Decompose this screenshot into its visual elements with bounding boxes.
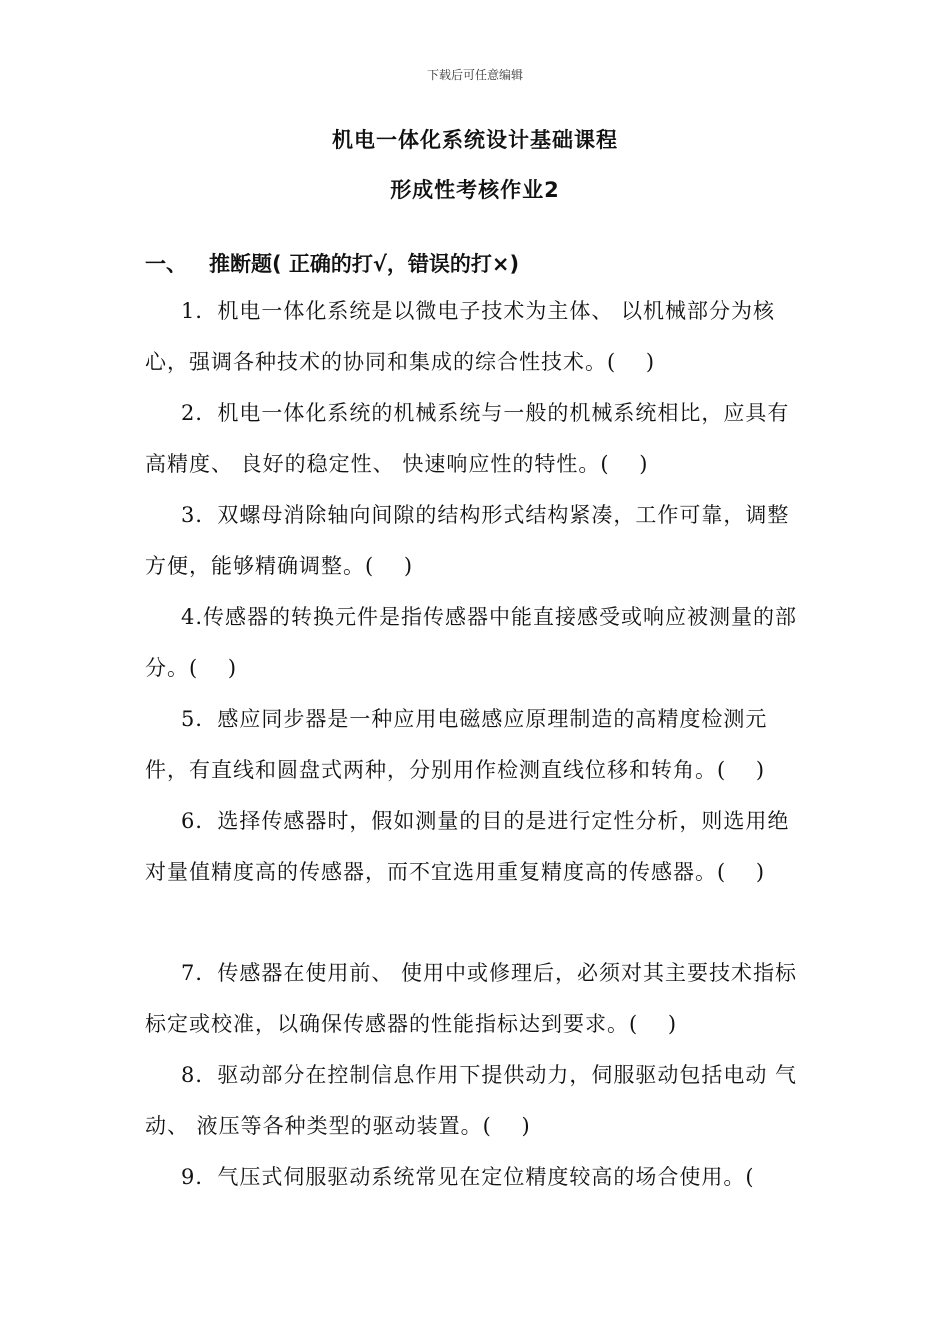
section-number: 一、 [145, 252, 187, 276]
question-2: 2．机电一体化系统的机械系统与一般的机械系统相比，应具有高精度、 良好的稳定性、 快速响应性的特性。( ) [145, 401, 790, 476]
document-title: 机电一体化系统设计基础课程 [332, 128, 618, 152]
header-note: 下载后可任意编辑 [426, 68, 523, 82]
document-subtitle: 形成性考核作业2 [390, 178, 560, 202]
question-8: 8．驱动部分在控制信息作用下提供动力，伺服驱动包括电动 气动、 液压等各种类型的驱动装置。( ) [145, 1063, 798, 1138]
section-heading [145, 248, 519, 278]
question-4: 4.传感器的转换元件是指传感器中能直接感受或响应被测量的部分。( ) [145, 605, 798, 680]
question-1: 1．机电一体化系统是以微电子技术为主体、 以机械部分为核心，强调各种技术的协同和集成的综合性技术。( ) [145, 299, 776, 374]
question-6: 6．选择传感器时，假如测量的目的是进行定性分析，则选用绝对量值精度高的传感器，而不宜选用重复精度高的传感器。( ) [145, 809, 790, 884]
question-9: 9．气压式伺服驱动系统常见在定位精度较高的场合使用。( [181, 1165, 755, 1189]
question-3: 3．双螺母消除轴向间隙的结构形式结构紧凑，工作可靠，调整方便，能够精确调整。( ) [145, 503, 790, 578]
question-5: 5．感应同步器是一种应用电磁感应原理制造的高精度检测元件，有直线和圆盘式两种，分别用作检测直线位移和转角。( ) [145, 707, 768, 782]
question-7: 7．传感器在使用前、 使用中或修理后，必须对其主要技术指标标定或校准，以确保传感器的性能指标达到要求。( ) [145, 961, 798, 1036]
section-title: 推断题( 正确的打√，错误的打×) [209, 252, 520, 276]
